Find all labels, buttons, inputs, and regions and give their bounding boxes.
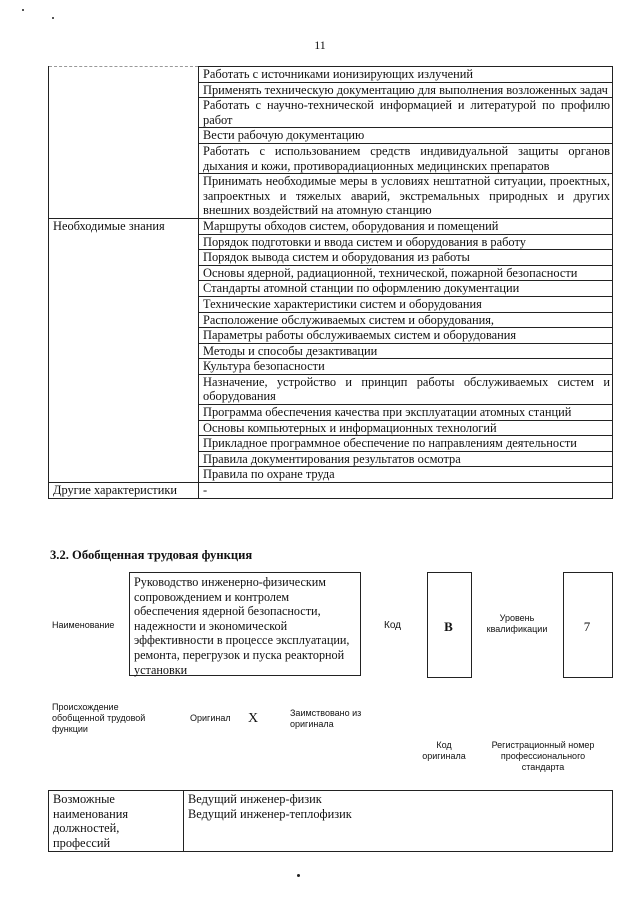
original-mark: X <box>248 711 259 726</box>
positions-list <box>184 791 613 852</box>
knowledge-item: Назначение, устройство и принцип работы обслуживаемых систем и оборудования <box>199 374 613 404</box>
knowledge-skills-table <box>48 66 613 499</box>
code-original-label: Код оригинала <box>422 740 466 761</box>
knowledge-item: Прикладное программное обеспечение по направлениям деятельности <box>199 436 613 452</box>
other-label: Другие характеристики <box>49 483 199 499</box>
table-row <box>49 791 613 852</box>
knowledge-item: Порядок вывода систем и оборудования из работы <box>199 250 613 266</box>
name-label: Наименование <box>52 620 115 630</box>
scan-dot <box>297 874 300 877</box>
table-row <box>49 483 613 499</box>
scan-speck <box>52 17 54 19</box>
knowledge-item: Правила по охране труда <box>199 467 613 483</box>
knowledge-item: Программа обеспечения качества при эксплуатации атомных станций <box>199 405 613 421</box>
origin-label: Происхождение обобщенной трудовой функции <box>52 702 146 734</box>
function-name: Руководство инженерно-физическим сопровождением и контролем обеспечения ядерной безопасности, надежности и экономической эффективности в процессе эксплуатации, ремонта, перегрузок и пуска реакторной установки <box>129 572 361 676</box>
knowledge-item: Правила документирования результатов осмотра <box>199 451 613 467</box>
position-item: Ведущий инженер-физик <box>188 792 322 806</box>
knowledge-item: Стандарты атомной станции по оформлению документации <box>199 281 613 297</box>
code-value: B <box>444 619 453 634</box>
table-row <box>49 218 613 234</box>
skill-item: Работать с использованием средств индивидуальной защиты органов дыхания и кожи, противорадиационных медицинских препаратов <box>199 143 613 173</box>
knowledge-item: Маршруты обходов систем, оборудования и помещений <box>199 218 613 234</box>
original-label: Оригинал <box>190 713 231 723</box>
table-row <box>49 67 613 83</box>
knowledge-item: Технические характеристики систем и оборудования <box>199 296 613 312</box>
positions-table <box>48 790 613 852</box>
skills-label-cell <box>49 67 199 219</box>
page-number: 11 <box>314 38 326 52</box>
code-label: Код <box>384 620 402 631</box>
level-value: 7 <box>583 619 591 634</box>
knowledge-item: Порядок подготовки и ввода систем и оборудования в работу <box>199 234 613 250</box>
knowledge-label: Необходимые знания <box>49 218 199 482</box>
skill-item: Принимать необходимые меры в условиях нештатной ситуации, проектных, запроектных и тяжелых аварий, экстремальных природных и других внешних воздействий на атомную станцию <box>199 174 613 219</box>
borrowed-label: Заимствовано из оригинала <box>290 708 362 729</box>
knowledge-item: Культура безопасности <box>199 359 613 375</box>
other-value: - <box>199 483 613 499</box>
knowledge-item: Расположение обслуживаемых систем и оборудования, <box>199 312 613 328</box>
positions-label: Возможные наименования должностей, профессий <box>49 791 184 852</box>
knowledge-item: Основы ядерной, радиационной, технической, пожарной безопасности <box>199 265 613 281</box>
skill-item: Работать с источниками ионизирующих излучений <box>199 67 613 83</box>
knowledge-item: Основы компьютерных и информационных технологий <box>199 420 613 436</box>
reg-number-label: Регистрационный номер профессионального стандарта <box>491 740 595 772</box>
scan-speck <box>22 9 24 11</box>
position-item: Ведущий инженер-теплофизик <box>188 806 352 821</box>
knowledge-item: Методы и способы дезактивации <box>199 343 613 359</box>
knowledge-item: Параметры работы обслуживаемых систем и оборудования <box>199 328 613 344</box>
level-label: Уровень квалификации <box>486 613 548 634</box>
skill-item: Вести рабочую документацию <box>199 128 613 144</box>
section-title: 3.2. Обобщенная трудовая функция <box>50 548 253 562</box>
skill-item: Применять техническую документацию для выполнения возложенных задач <box>199 82 613 98</box>
skill-item: Работать с научно-технической информацией и литературой по профилю работ <box>199 98 613 128</box>
